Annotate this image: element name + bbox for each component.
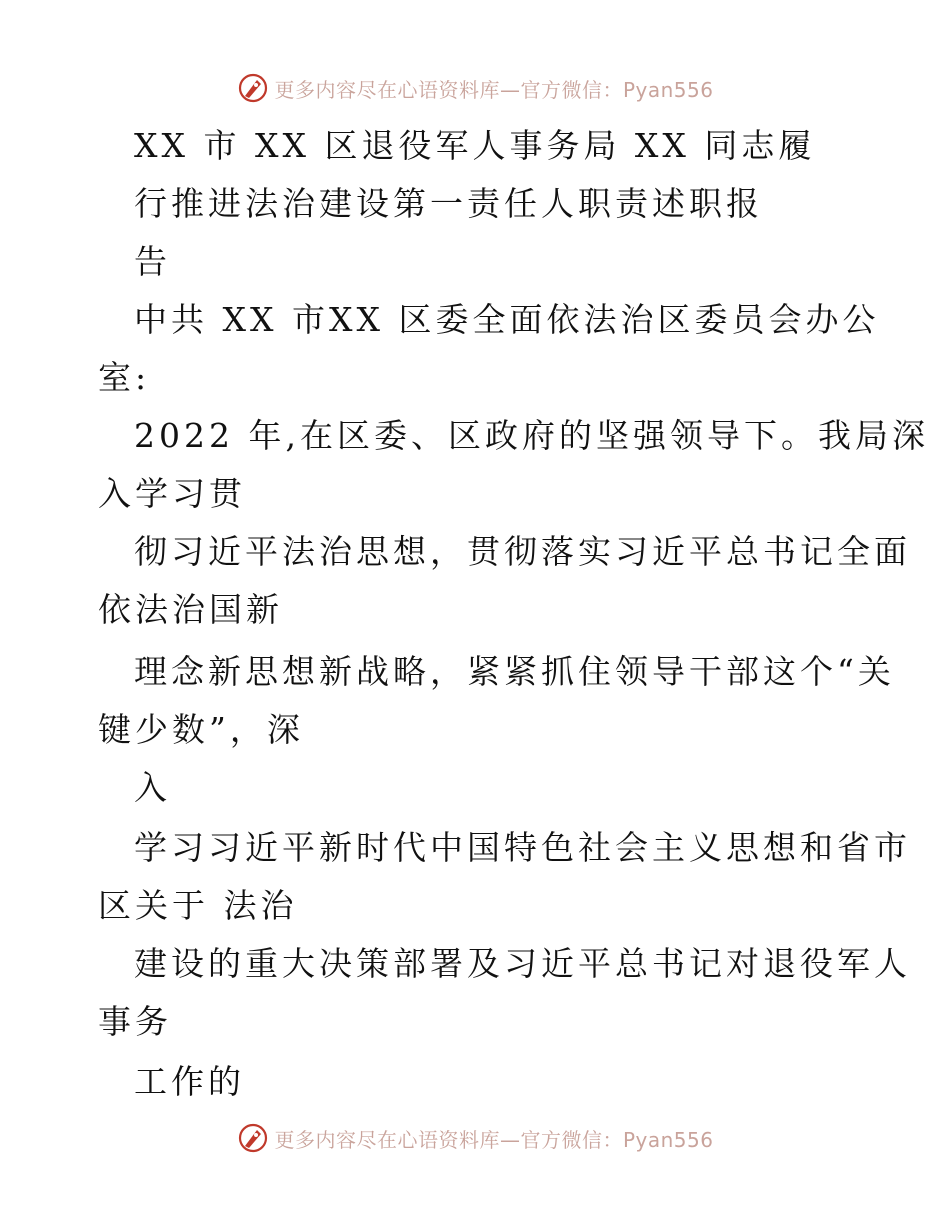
text-line: 彻习近平法治思想，贯彻落实习近平总书记全面: [134, 532, 911, 571]
text-line: 入学习贯: [98, 474, 246, 513]
pen-nib-logo-icon: [236, 1121, 270, 1155]
footer-watermark: [0, 1118, 950, 1158]
text-line: 中共 XX 市XX 区委全面依法治区委员会办公: [134, 300, 880, 339]
watermark-text: 更多内容尽在心语资料库—官方微信：Pyan556: [274, 1127, 714, 1152]
text-line: 2022 年,在区委、区政府的坚强领导下。我局深: [134, 416, 929, 455]
text-line: 键少数”，深: [98, 710, 304, 749]
text-line: 理念新思想新战略，紧紧抓住领导干部这个“关: [134, 652, 895, 691]
text-line: 告: [134, 242, 171, 281]
text-line: 建设的重大决策部署及习近平总书记对退役军人: [134, 944, 911, 983]
text-line: 室:: [98, 358, 151, 397]
text-line: XX 市 XX 区退役军人事务局 XX 同志履: [134, 126, 816, 165]
text-line: 工作的: [134, 1062, 245, 1101]
text-line: 入: [134, 768, 171, 807]
watermark-text: 更多内容尽在心语资料库—官方微信：Pyan556: [274, 77, 714, 102]
text-line: 学习习近平新时代中国特色社会主义思想和省市: [134, 828, 911, 867]
text-line: 事务: [98, 1002, 172, 1041]
text-line: 行推进法治建设第一责任人职责述职报: [134, 184, 763, 223]
text-line: 区关于 法治: [98, 886, 298, 925]
text-line: 依法治国新: [98, 590, 283, 629]
